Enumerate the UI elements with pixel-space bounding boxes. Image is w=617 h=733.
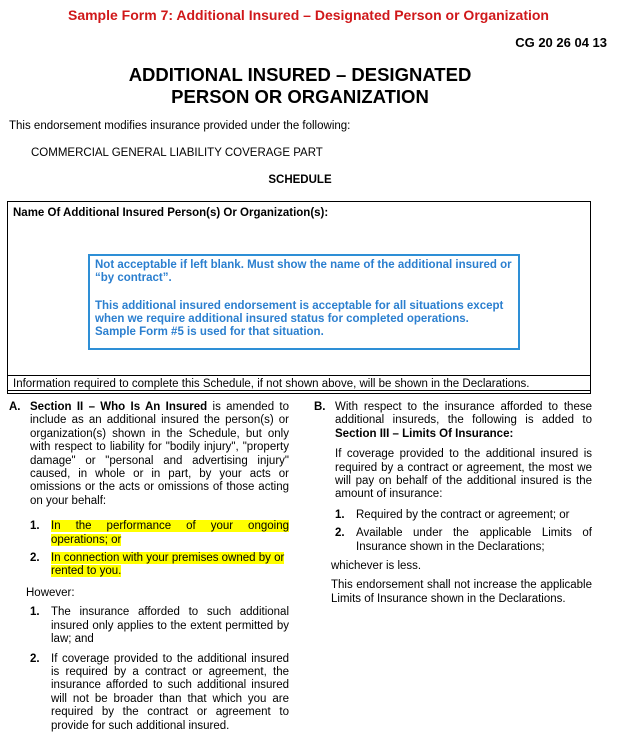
section-b-item-2-num: 2. xyxy=(335,527,345,540)
form-code: CG 20 26 04 13 xyxy=(515,35,607,50)
section-a-item-2 xyxy=(30,552,289,579)
however-item-1-num: 1. xyxy=(30,606,40,619)
section-a-item-1-num: 1. xyxy=(30,520,40,533)
coverage-part: COMMERCIAL GENERAL LIABILITY COVERAGE PART xyxy=(31,147,323,159)
endorsement-title xyxy=(0,64,600,108)
section-a-letter: A. xyxy=(9,401,21,413)
section-b-heading: Section III – Limits Of Insurance: xyxy=(335,427,514,440)
whichever-text: whichever is less. xyxy=(331,560,422,573)
schedule-info: Information required to complete this Schedule, if not shown above, will be shown in the Declarations. xyxy=(7,375,591,394)
schedule-field-label: Name Of Additional Insured Person(s) Or Organization(s): xyxy=(13,207,329,219)
schedule-box xyxy=(7,201,591,391)
section-b-item-1-text: Required by the contract or agreement; or xyxy=(356,508,570,521)
section-b xyxy=(314,401,592,606)
schedule-note-2: This additional insured endorsement is acceptable for all situations except when we require additional insured status for completed operations. Sample Form #5 is used for that situation. xyxy=(95,299,504,339)
section-a-item-2-text: In connection with your premises owned by or rented to you. xyxy=(51,552,285,578)
section-b-letter: B. xyxy=(314,401,326,413)
schedule-label: SCHEDULE xyxy=(268,174,332,186)
section-a-item-1 xyxy=(30,520,289,547)
section-b-item-2 xyxy=(335,527,592,554)
section-b-item-1-num: 1. xyxy=(335,508,345,521)
title-line-1: ADDITIONAL INSURED – DESIGNATED xyxy=(128,64,472,85)
section-b-item-1 xyxy=(335,509,592,522)
schedule-note-1: Not acceptable if left blank. Must show the name of the additional insured or “by contract”. xyxy=(95,259,512,285)
sample-form-title: Sample Form 7: Additional Insured – Designated Person or Organization xyxy=(67,7,549,23)
section-b-body: With respect to the insurance afforded to these additional insureds, the following is added to xyxy=(335,401,592,427)
section-a-body: is amended to include as an additional insured the person(s) or organization(s) shown in the Schedule, but only with respect to liability for "bodily injury", "property damage" or "personal and advertising injury" caused, in whole or in part, by your acts or omissions or the acts or omissions of those acting on your behalf: xyxy=(30,401,289,507)
section-b-text xyxy=(335,401,592,441)
section-b-closing: This endorsement shall not increase the applicable Limits of Insurance shown in the Declarations. xyxy=(331,579,592,605)
however-item-2-num: 2. xyxy=(30,652,40,665)
schedule-note-box xyxy=(88,254,520,350)
however-item-2-text: If coverage provided to the additional insured is required by a contract or agreement, the insurance afforded to such additional insured will not be broader than that which you are required by the contract or agreement to provide for such additional insured. xyxy=(51,652,289,732)
title-line-2: PERSON OR ORGANIZATION xyxy=(171,86,429,107)
however-item-1 xyxy=(30,606,289,646)
section-a-item-1-text: In the performance of your ongoing operations; or xyxy=(51,520,289,546)
section-a-heading: Section II – Who Is An Insured xyxy=(30,401,208,413)
intro-text: This endorsement modifies insurance provided under the following: xyxy=(9,120,351,132)
section-a xyxy=(9,401,289,733)
however-item-1-text: The insurance afforded to such additional insured only applies to the extent permitted by law; and xyxy=(51,606,289,646)
section-a-text xyxy=(30,401,289,508)
section-a-item-2-num: 2. xyxy=(30,552,40,565)
however-label: However: xyxy=(26,586,75,599)
however-item-2 xyxy=(30,653,289,733)
section-b-para: If coverage provided to the additional insured is required by a contract or agreement, the most we will pay on behalf of the additional insured is the amount of insurance: xyxy=(335,448,592,501)
section-b-item-2-text: Available under the applicable Limits of Insurance shown in the Declarations; xyxy=(356,527,592,553)
